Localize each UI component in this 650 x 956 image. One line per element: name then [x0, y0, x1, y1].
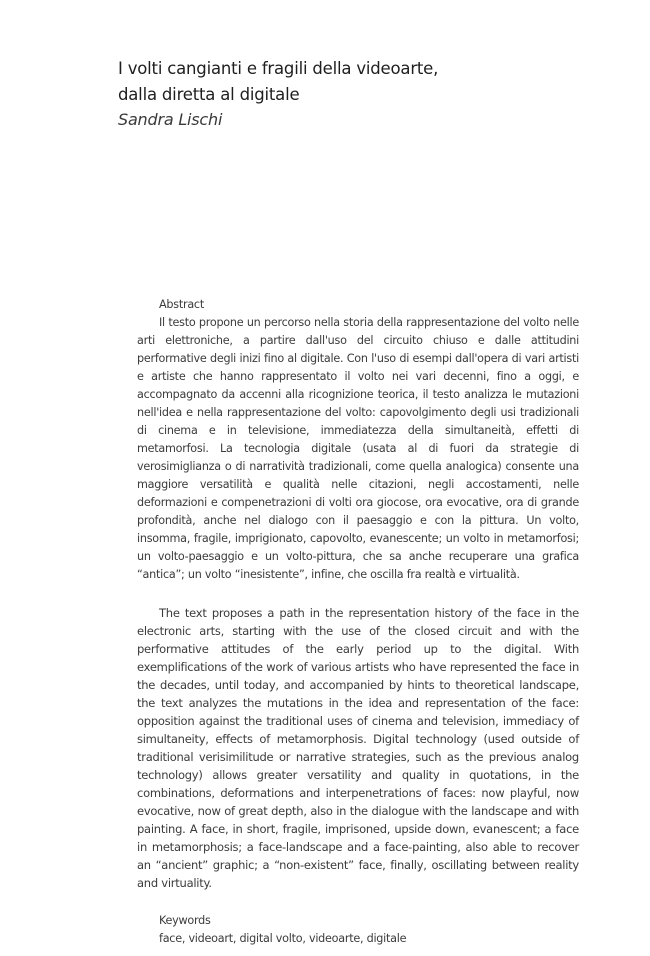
- keywords-heading: Keywords: [159, 914, 211, 927]
- abstract-heading: Abstract: [159, 298, 204, 311]
- article-title-line-1: I volti cangianti e fragili della videoarte,: [118, 59, 439, 78]
- keywords-list: face, videoart, digital volto, videoarte, digitale: [159, 932, 407, 945]
- author-name: Sandra Lischi: [118, 110, 223, 129]
- abstract-english: The text proposes a path in the representation history of the face in the electronic arts, starting with the use of the closed circuit and with the performative attitudes of the early period up to the digital. With exemplifications of the work of various artists who have represented the face in the decades, until today, and accompanied by hints to theoretical landscape, the text analyzes the mutations in the idea and representation of the face: opposition against the traditional uses of cinema and television, immediacy of simultaneity, effects of metamorphosis. Digital technology (used outside of traditional verisimilitude or narrative strategies, such as the previous analog technology) allows greater versatility and quality in quotations, in the combinations, deformations and interpenetrations of faces: now playful, now evocative, now of great depth, also in the dialogue with the landscape and with painting. A face, in short, fragile, imprisoned, upside down, evanescent; a face in metamorphosis; a face-landscape and a face-painting, also able to recover an “ancient” graphic; a “non-existent” face, finally, oscillating between reality and virtuality.: [137, 606, 579, 890]
- abstract-section: [137, 296, 579, 948]
- article-title-line-2: dalla diretta al digitale: [118, 85, 300, 104]
- article-header: [118, 56, 538, 132]
- keywords-section: [137, 912, 579, 948]
- abstract-italian: Il testo propone un percorso nella storia della rappresentazione del volto nelle arti elettroniche, a partire dall'uso del circuito chiuso e dalle attitudini performative degli inizi fino al digitale. Con l'uso di esempi dall'opera di vari artisti e artiste che hanno rappresentato il volto nei vari decenni, fino a oggi, e accompagnato da accenni alla ricognizione teorica, il testo analizza le mutazioni nell'idea e nella rappresentazione del volto: capovolgimento degli usi tradizionali di cinema e in televisione, immediatezza della simultaneità, effetti di metamorfosi. La tecnologia digitale (usata al di fuori da strategie di verosimiglianza o di narratività tradizionali, come quella analogica) consente una maggiore versatilità e qualità nelle citazioni, negli accostamenti, nelle deformazioni e compenetrazioni di volti ora giocose, ora evocative, ora di grande profondità, anche nel dialogo con il paesaggio e con la pittura. Un volto, insomma, fragile, imprigionato, capovolto, evanescente; un volto in metamorfosi; un volto-paesaggio e un volto-pittura, che sa anche recuperare una grafica “antica”; un volto “inesistente”, infine, che oscilla fra realtà e virtualità.: [137, 316, 579, 581]
